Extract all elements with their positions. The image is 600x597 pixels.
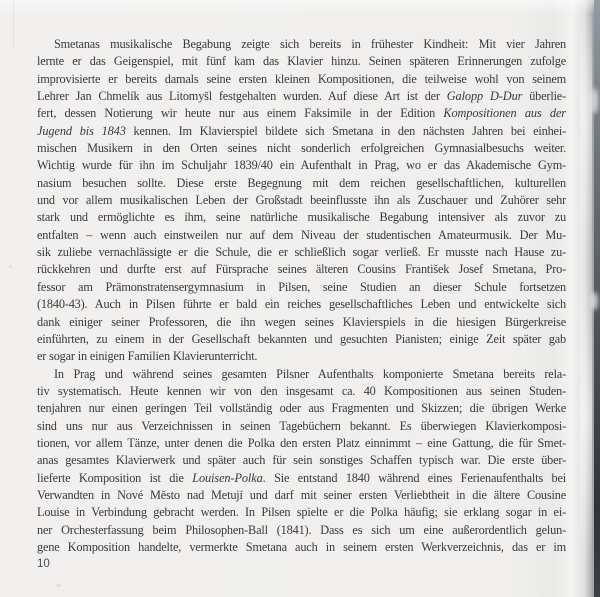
page-number: 10 (37, 558, 50, 570)
text-line (37, 348, 566, 365)
text-line (37, 261, 566, 278)
italic-text-segment: Jugend bis 1843 (37, 123, 126, 138)
text-segment: lieferte Komposition ist die (37, 470, 193, 485)
text-line (37, 192, 566, 209)
text-segment: tionen, vor allem Tänze, unter denen die Polka den ersten Platz einnimmt – eine Gattung, die für Smet- (37, 435, 566, 450)
text-segment: und vor allem musikalischen Leben der Großstadt beeinflusste ihn als Zuschauer und Zuhörer sehr (37, 193, 566, 208)
text-line (37, 88, 566, 105)
italic-text-segment: Kompositionen aus der (443, 106, 566, 121)
text-line (37, 539, 566, 556)
italic-text-segment: Louisen-Polka (192, 470, 263, 485)
text-line (37, 452, 566, 469)
scan-speck (9, 265, 12, 268)
text-line (37, 140, 566, 157)
text-line (37, 487, 566, 504)
text-segment: fessor am Prämonstratensergymnasium in Pilsen, seine Studien an dieser Schule fortsetzen (37, 279, 566, 294)
text-segment: einführten, zu einem in der Gesellschaft bekannten und gesuchten Pianisten; einige Zeit später gab (37, 331, 566, 346)
text-segment: mischen Musikern in den Orten seines nicht sonderlich erfolgreichen Gymnasialbesuchs weiter. (37, 141, 566, 156)
text-line (37, 383, 566, 400)
text-segment: fert, dessen Notierung wir heute nur aus einem Faksimile in der Edition (37, 106, 444, 121)
text-segment: In Prag und während seines gesamten Pilsner Aufenthalts komponierte Smetana bereits rela- (54, 366, 566, 381)
italic-text-segment: Galopp D-Dur (446, 89, 523, 104)
text-line (37, 71, 566, 88)
text-segment: improvisierte er bereits damals seine ersten kleinen Kompositionen, die teilweise wohl von seinem (37, 71, 566, 86)
text-line (37, 105, 566, 122)
text-line (37, 504, 566, 521)
page-text (37, 36, 566, 556)
text-line (37, 227, 566, 244)
scan-left-line-artifact (13, 0, 14, 48)
text-line (37, 366, 566, 383)
scan-speck (56, 584, 61, 587)
text-segment: ner Orchesterfassung beim Philosophen-Ball (1841). Dass es sich um eine außerordentlich gelun- (37, 522, 566, 537)
text-line (37, 123, 566, 140)
text-line (37, 400, 566, 417)
text-segment: Louise in Verbindung gebracht werden. In Pilsen spielte er die Polka häufig; sie erklang sogar in ei- (37, 505, 566, 520)
text-line (37, 244, 566, 261)
text-segment: Verwandten in Nové Město nad Metují und darf mit seiner ersten Verliebtheit in die ältere Cousine (37, 487, 566, 502)
text-segment: lernte er das Geigenspiel, mit fünf kam das Klavier hinzu. Seinen späteren Erinnerungen zufolge (37, 54, 566, 69)
text-segment: kennen. Im Klavierspiel bildete sich Smetana in den nächsten Jahren bei einhei- (125, 123, 566, 138)
text-segment: nasium besuchen sollte. Diese erste Begegnung mit dem reichen gesellschaftlichen, kulturellen (37, 175, 566, 190)
text-line (37, 279, 566, 296)
text-line (37, 522, 566, 539)
text-segment: tenjahren nur einen geringen Teil vollständig oder aus Fragmenten und Skizzen; die übrigen Werke (37, 401, 566, 416)
text-segment: sik zuliebe vernachlässigte er die Schule, die er schließlich sogar verließ. Er musste nach Hause zu- (37, 245, 566, 260)
text-line (37, 296, 566, 313)
text-segment: (1840-43). Auch in Pilsen führte er bald ein reiches gesellschaftliches Leben und entwickelte sich (37, 297, 566, 312)
scan-top-light-artifact (0, 0, 600, 14)
text-segment: entfalten – wenn auch einstweilen nur auf dem Niveau der studentischen Amateurmusik. Der Mu- (37, 227, 566, 242)
text-segment: rückkehren und durfte erst auf Fürsprache seines älteren Cousins František Josef Smetana, Pro- (37, 262, 566, 277)
text-line (37, 157, 566, 174)
text-line (37, 331, 566, 348)
text-segment: er sogar in einigen Familien Klavierunterricht. (37, 349, 258, 364)
text-segment: dank einiger seiner Professoren, die ihn wegen seines Klavierspiels in die hiesigen Bürgerkreise (37, 314, 566, 329)
scan-edge-notch (591, 88, 598, 114)
text-segment: überlie- (522, 89, 566, 104)
text-segment: tiv systematisch. Heute kennen wir von den insgesamt ca. 40 Kompositionen aus seinen Studen- (37, 383, 566, 398)
text-segment: Lehrer Jan Chmelík aus Litomyšl festgehalten wurden. Auf diese Art ist der (37, 89, 447, 104)
text-line (37, 53, 566, 70)
text-line (37, 36, 566, 53)
text-line (37, 314, 566, 331)
text-line (37, 418, 566, 435)
text-line (37, 209, 566, 226)
text-line (37, 175, 566, 192)
text-segment: stark und ermöglichte es ihm, seine natürliche musikalische Begabung intensiver als zuvor zu (37, 210, 566, 225)
text-segment: anas gesamtes Klavierwerk und später auch für sein sonstiges Schaffen typisch war. Die erste über- (37, 453, 566, 468)
text-line (37, 435, 566, 452)
text-segment: . Sie entstand 1840 während eines Ferienaufenthalts bei (262, 470, 566, 485)
text-line (37, 470, 566, 487)
text-segment: sind uns nur aus Verzeichnissen in seinen Tagebüchern bekannt. Es überwiegen Klavierkomposi- (37, 418, 566, 433)
text-segment: Smetanas musikalische Begabung zeigte sich bereits in frühester Kindheit: Mit vier Jahren (54, 37, 566, 51)
text-segment: Wichtig wurde für ihn im Schuljahr 1839/40 ein Aufenthalt in Prag, wo er das Akademische Gym- (37, 158, 566, 173)
scan-edge-notch (591, 292, 598, 310)
text-segment: gene Komposition handelte, vermerkte Smetana auch in seinem ersten Werkverzeichnis, das er im (37, 539, 566, 554)
